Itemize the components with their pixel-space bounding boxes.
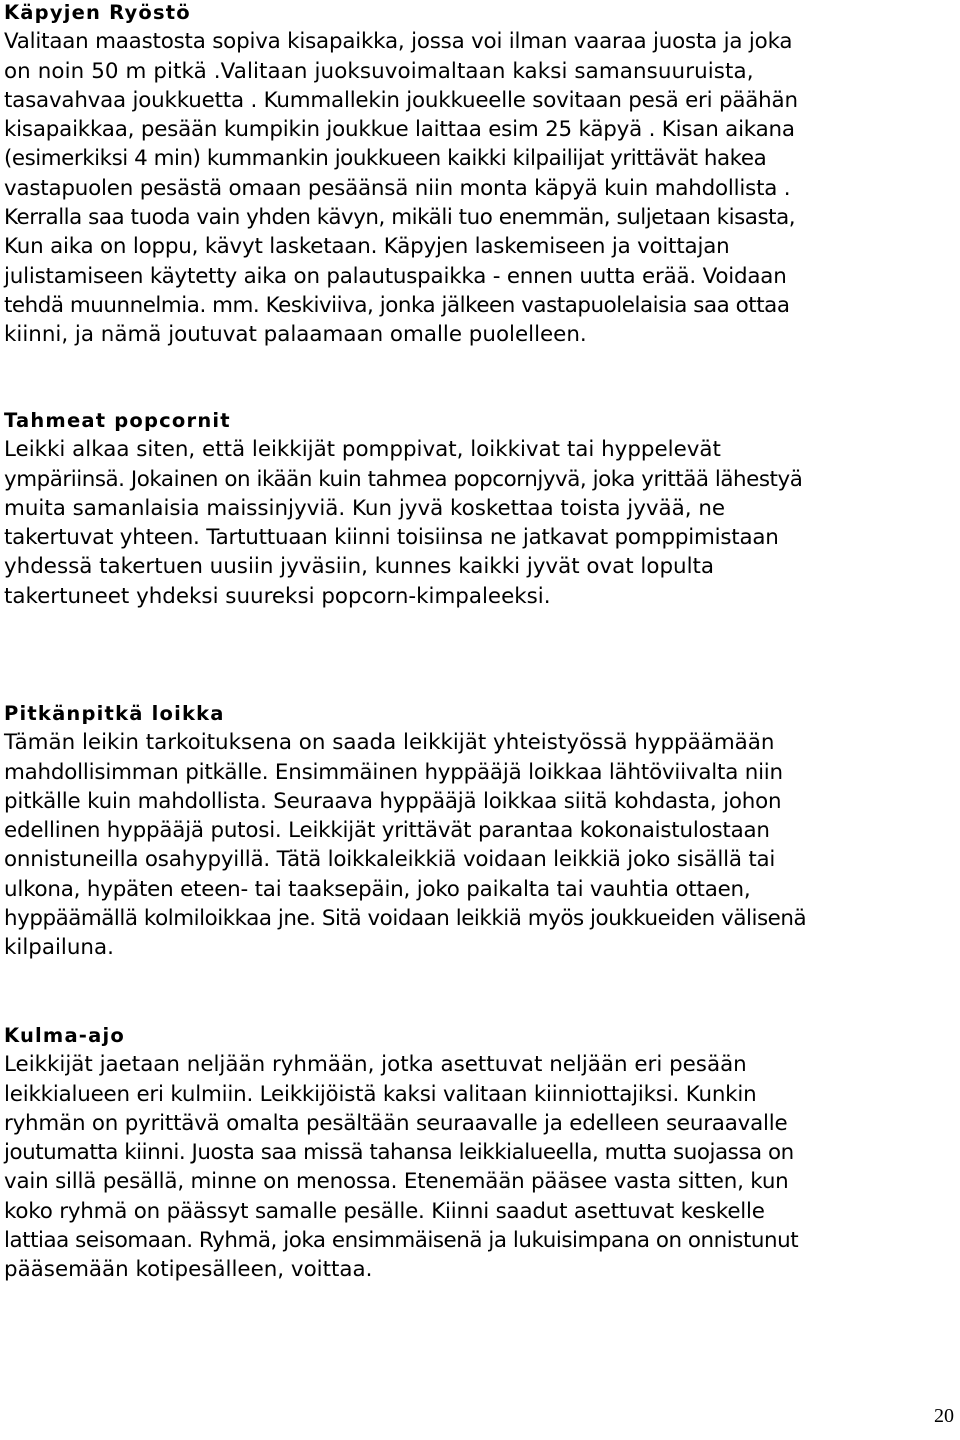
paragraph-line: kilpailuna. — [4, 935, 114, 961]
paragraph-line: Valitaan maastosta sopiva kisapaikka, jossa voi ilman vaaraa juosta ja joka — [4, 29, 793, 55]
paragraph-line: muita samanlaisia maissinjyviä. Kun jyvä koskettaa toista jyvää, ne — [4, 495, 726, 521]
paragraph-line: onnistuneilla osahypyillä. Tätä loikkaleikkiä voidaan leikkiä joko sisällä tai — [4, 847, 776, 873]
paragraph-line: (esimerkiksi 4 min) kummankin joukkueen kaikki kilpailijat yrittävät hakea — [4, 146, 767, 172]
section-kulma-ajo — [4, 1021, 798, 1285]
paragraph-line: Kerralla saa tuoda vain yhden kävyn, mikäli tuo enemmän, suljetaan kisasta, — [4, 205, 796, 231]
paragraph-line: Kun aika on loppu, kävyt lasketaan. Käpyjen laskemiseen ja voittajan — [4, 234, 730, 260]
paragraph-line: takertuvat yhteen. Tartuttuaan kiinni toisiinsa ne jatkavat pomppimistaan — [4, 525, 779, 551]
paragraph-line: mahdollisimman pitkälle. Ensimmäinen hyppääjä loikkaa lähtöviivalta niin — [4, 759, 783, 785]
paragraph-line: kisapaikkaa, pesään kumpikin joukkue laittaa esim 25 käpyä . Kisan aikana — [4, 117, 795, 143]
paragraph-line: ulkona, hypäten eteen- tai taaksepäin, joko paikalta tai vauhtia ottaen, — [4, 876, 751, 902]
paragraph-line: tehdä muunnelmia. mm. Keskiviiva, jonka jälkeen vastapuolelaisia saa ottaa — [4, 292, 790, 318]
section-tahmeat-popcornit — [4, 406, 802, 611]
paragraph-line: Tämän leikin tarkoituksena on saada leikkijät yhteistyössä hyppäämään — [4, 730, 775, 756]
paragraph-line: vain sillä pesällä, minne on menossa. Etenemään pääsee vasta sitten, kun — [4, 1169, 789, 1195]
paragraph-line: edellinen hyppääjä putosi. Leikkijät yrittävät parantaa kokonaistulostaan — [4, 818, 770, 844]
paragraph-line: takertuneet yhdeksi suureksi popcorn-kimpaleeksi. — [4, 583, 551, 609]
paragraph-line: pitkälle kuin mahdollista. Seuraava hyppääjä loikkaa siitä kohdasta, johon — [4, 788, 782, 814]
section-title: Kulma-ajo — [4, 1024, 125, 1047]
paragraph-line: ympäriinsä. Jokainen on ikään kuin tahmea popcornjyvä, joka yrittää lähestyä — [4, 466, 803, 492]
paragraph-line: tasavahvaa joukkuetta . Kummallekin joukkueelle sovitaan pesä eri päähän — [4, 87, 798, 113]
paragraph-line: leikkialueen eri kulmiin. Leikkijöistä kaksi valitaan kiinniottajiksi. Kunkin — [4, 1081, 757, 1107]
section-pitkanpitka-loikka — [4, 699, 806, 963]
paragraph-line: yhdessä takertuen uusiin jyväsiin, kunnes kaikki jyvät ovat lopulta — [4, 554, 715, 580]
section-kapyjen-ryosto — [4, 0, 798, 350]
paragraph-line: koko ryhmä on päässyt samalle pesälle. Kiinni saadut asettuvat keskelle — [4, 1198, 765, 1224]
section-title: Tahmeat popcornit — [4, 409, 231, 432]
paragraph-line: hyppäämällä kolmiloikkaa jne. Sitä voidaan leikkiä myös joukkueiden välisenä — [4, 906, 807, 932]
section-title: Pitkänpitkä loikka — [4, 702, 225, 725]
paragraph-line: lattiaa seisomaan. Ryhmä, joka ensimmäisenä ja lukuisimpana on onnistunut — [4, 1228, 799, 1254]
section-title: Käpyjen Ryöstö — [4, 1, 191, 24]
paragraph-line: Leikkijät jaetaan neljään ryhmään, jotka asettuvat neljään eri pesään — [4, 1052, 747, 1078]
paragraph-line: kiinni, ja nämä joutuvat palaamaan omalle puolelleen. — [4, 322, 587, 348]
paragraph-line: pääsemään kotipesälleen, voittaa. — [4, 1257, 373, 1283]
page-number: 20 — [934, 1405, 954, 1427]
paragraph-line: julistamiseen käytetty aika on palautuspaikka - ennen uutta erää. Voidaan — [4, 263, 787, 289]
paragraph-line: vastapuolen pesästä omaan pesäänsä niin monta käpyä kuin mahdollista . — [4, 175, 791, 201]
paragraph-line: joutumatta kiinni. Juosta saa missä tahansa leikkialueella, mutta suojassa on — [4, 1140, 794, 1166]
paragraph-line: ryhmän on pyrittävä omalta pesältään seuraavalle ja edelleen seuraavalle — [4, 1110, 788, 1136]
paragraph-line: Leikki alkaa siten, että leikkijät pomppivat, loikkivat tai hyppelevät — [4, 437, 721, 463]
paragraph-line: on noin 50 m pitkä .Valitaan juoksuvoimaltaan kaksi samansuuruista, — [4, 58, 754, 84]
